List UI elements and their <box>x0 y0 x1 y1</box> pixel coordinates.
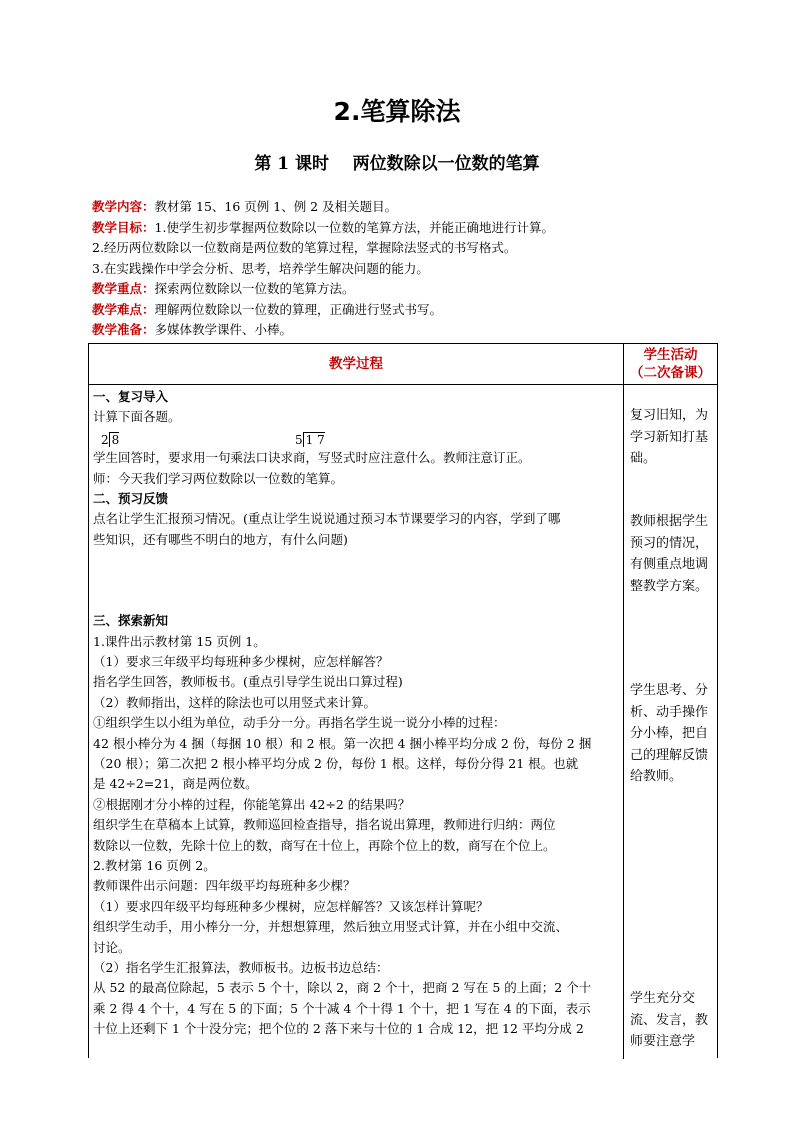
section-heading: 二、预习反馈 <box>93 490 169 506</box>
content-line: 讨论。 <box>93 939 131 955</box>
info-text: 理解两位数除以一位数的算理，正确进行竖式书写。 <box>154 301 443 317</box>
info-text: 多媒体教学课件、小棒。 <box>154 322 293 337</box>
process-content <box>93 387 619 1040</box>
info-line <box>92 279 732 300</box>
teaching-process-table <box>88 343 718 1058</box>
lesson-subtitle: 第 1 课时 两位数除以一位数的笔算 <box>254 154 540 174</box>
info-line <box>92 259 732 280</box>
info-line <box>92 238 732 259</box>
info-text: 1.使学生初步掌握两位数除以一位数的笔算方法，并能正确地进行计算。 <box>154 219 554 235</box>
content-line: 师：今天我们学习两位数除以一位数的笔算。 <box>93 470 344 486</box>
content-line: 42 根小棒分为 4 捆（每捆 10 根）和 2 根。第一次把 4 捆小棒平均分成 2 份，每份 2 捆 <box>93 735 592 751</box>
header-student-activity <box>624 346 717 382</box>
info-line <box>92 197 732 218</box>
side-note: 复习旧知，为学习新知打基础。 <box>630 408 709 466</box>
lesson-info <box>92 197 732 341</box>
content-line: 组织学生在草稿本上试算，教师巡回检查指导，指名说出算理，教师进行归纳：两位 <box>93 817 556 833</box>
content-line: 1.课件出示教材第 15 页例 1。 <box>93 633 266 649</box>
content-line: （1）要求三年级平均每班种多少棵树，应怎样解答？ <box>93 654 389 670</box>
content-line: 计算下面各题。 <box>93 409 181 425</box>
info-label: 教学准备： <box>92 322 155 337</box>
side-note: 教师根据学生预习的情况，有侧重点地调整教学方案。 <box>630 514 709 594</box>
info-line <box>92 320 732 341</box>
content-line: 教师课件出示问题：四年级平均每班种多少棵？ <box>93 878 356 894</box>
side-note: 学生思考、分析、动手操作分小棒，把自己的理解反馈给教师。 <box>630 683 709 784</box>
division-exercise-1: 2 8 <box>101 432 120 447</box>
content-line: 学生回答时，要求用一句乘法口诀求商，写竖式时应注意什么。教师注意订正。 <box>93 450 531 466</box>
section-heading: 一、复习导入 <box>93 389 169 404</box>
content-line <box>93 571 619 591</box>
content-line <box>93 550 619 570</box>
content-line: 组织学生动手，用小棒分一分，并想想算理，然后独立用竖式计算，并在小组中交流、 <box>93 919 569 935</box>
info-text: 2.经历两位数除以一位数商是两位数的笔算过程，掌握除法竖式的书写格式。 <box>92 240 517 255</box>
page-title: 2.笔算除法 <box>333 97 461 126</box>
info-label: 教学重点： <box>92 281 155 296</box>
content-line: （20 根）；第二次把 2 根小棒平均分成 2 份，每份 1 根。这样，每份分得 21 根。也就 <box>93 756 579 772</box>
content-line: 数除以一位数，先除十位上的数，商写在十位上，再除个位上的数，商写在个位上。 <box>93 837 556 853</box>
content-line: （1）要求四年级平均每班种多少棵树，应怎样解答？又该怎样计算呢？ <box>93 898 489 914</box>
content-line: 十位上还剩下 1 个十没分完；把个位的 2 落下来与十位的 1 合成 12，把 12 平均分成 2 <box>93 1021 584 1037</box>
info-text: 教材第 15、16 页例 1、例 2 及相关题目。 <box>154 199 398 214</box>
content-line: （2）教师指出，这样的除法也可以用竖式来计算。 <box>93 694 376 710</box>
section-heading: 三、探索新知 <box>93 613 169 629</box>
header-student-activity-line2: （二次备课） <box>630 365 711 381</box>
info-label: 教学内容： <box>92 199 155 214</box>
division-exercises <box>93 428 619 448</box>
header-teaching-process: 教学过程 <box>329 356 383 372</box>
content-line: 指名学生回答，教师板书。(重点引导学生说出口算过程) <box>93 674 403 690</box>
content-line: 点名让学生汇报预习情况。(重点让学生说说通过预习本节课要学习的内容，学到了哪 <box>93 511 561 527</box>
info-label: 教学难点： <box>92 301 155 317</box>
content-line: （2）指名学生汇报算法，教师板书。边板书边总结： <box>93 959 389 975</box>
info-line <box>92 218 732 239</box>
side-note: 学生充分交流、发言，教师要注意学 <box>630 991 709 1049</box>
info-label: 教学目标： <box>92 219 155 235</box>
column-divider <box>623 344 624 1059</box>
info-text: 探索两位数除以一位数的笔算方法。 <box>154 281 355 296</box>
content-line: 是 42÷2=21，商是两位数。 <box>93 776 258 792</box>
content-line: ②根据刚才分小棒的过程，你能笔算出 42÷2 的结果吗？ <box>93 796 411 812</box>
content-line: 些知识，还有哪些不明白的地方，有什么问题) <box>93 531 348 547</box>
content-line: ①组织学生以小组为单位，动手分一分。再指名学生说一说分小棒的过程： <box>93 715 506 731</box>
content-line: 乘 2 得 4 个十，4 写在 5 的下面；5 个十减 4 个十得 1 个十，把 1 写在 4 的下面，表示 <box>93 1000 591 1016</box>
info-text: 3.在实践操作中学会分析、思考，培养学生解决问题的能力。 <box>92 260 429 276</box>
header-divider <box>89 384 717 385</box>
info-line <box>92 300 732 321</box>
content-line: 从 52 的最高位除起，5 表示 5 个十，除以 2，商 2 个十，把商 2 写在 5 的上面；2 个十 <box>93 980 592 996</box>
content-line <box>93 591 619 611</box>
division-exercise-2: 5 1 7 <box>295 432 325 447</box>
content-line: 2.教材第 16 页例 2。 <box>93 857 216 873</box>
header-student-activity-line1: 学生活动 <box>643 347 698 363</box>
